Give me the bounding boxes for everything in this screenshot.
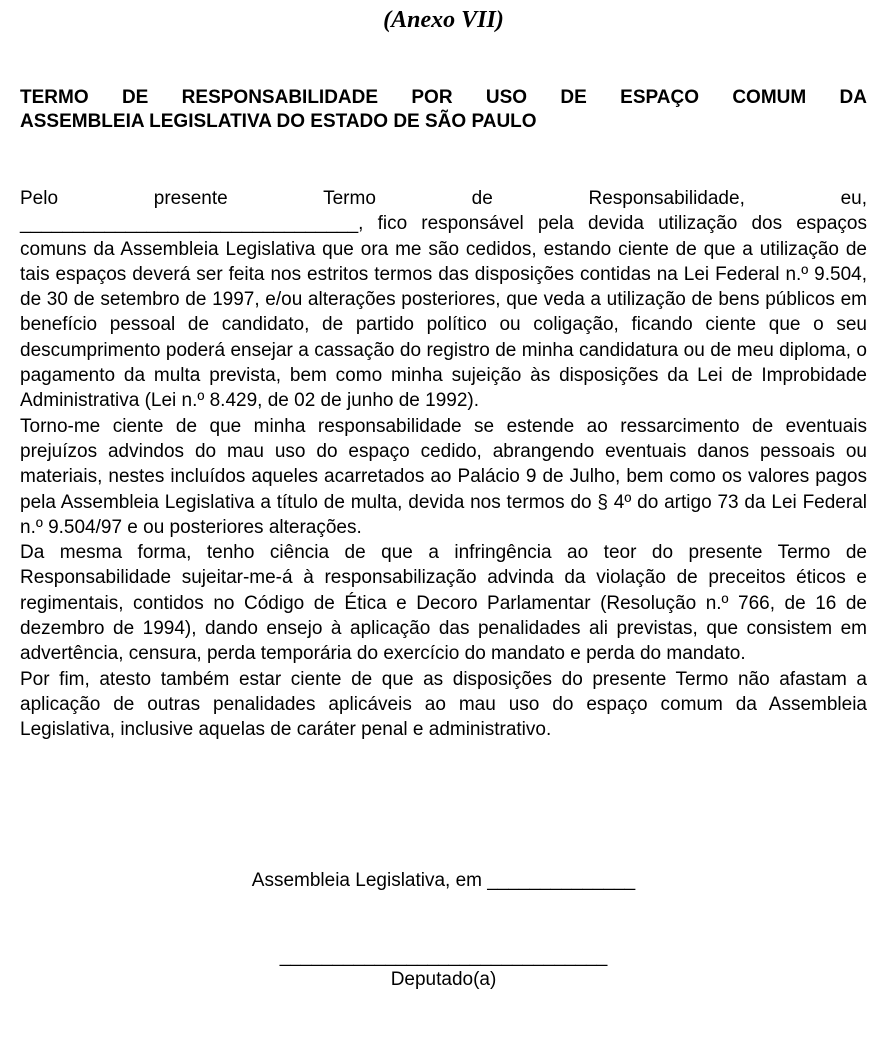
- date-blank-field: ______________: [487, 870, 636, 891]
- paragraph-4: Por fim, atesto também estar ciente de que as disposições do presente Termo não afastam a aplicação de outras penalidades aplicáveis ao mau uso do espaço comum da Assembleia Legislativa, inclusive aquelas de caráter penal e administrativo.: [20, 668, 867, 741]
- signature-line: _______________________________: [279, 946, 608, 967]
- paragraph-1-text: , fico responsável pela devida utilização dos espaços comuns da Assembleia Legislativa que ora me são cedidos, estando ciente de que a utilização de tais espaços deverá ser feita nos estritos termos das disposições contidas na Lei Federal n.º 9.504, de 30 de setembro de 1997, e/ou alterações posteriores, que veda a utilização de bens públicos em benefício pessoal de candidato, de partido político ou coligação, ficando ciente que o seu descumprimento poderá ensejar a cassação do registro de minha candidatura ou de meu diploma, o pagamento da multa prevista, bem como minha sujeição às disposições da Lei de Improbidade Administrativa (Lei n.º 8.429, de 02 de junho de 1992).: [20, 213, 867, 412]
- paragraph-2: Torno-me ciente de que minha responsabilidade se estende ao ressarcimento de eventuais prejuízos advindos do mau uso do espaço cedido, abrangendo eventuais danos pessoais ou materiais, nestes incluídos aqueles acarretados ao Palácio 9 de Julho, bem como os valores pagos pela Assembleia Legislativa a título de multa, devida nos termos do § 4º do artigo 73 da Lei Federal n.º 9.504/97 e ou posteriores alterações.: [20, 415, 867, 538]
- paragraph-1-intro: Pelo presente Termo de Responsabilidade, eu,: [20, 188, 867, 209]
- place-date-line: [20, 868, 867, 893]
- name-blank-field: ________________________________: [20, 213, 359, 235]
- document-body: [20, 186, 867, 743]
- paragraph-1: [20, 186, 867, 414]
- place-date-label: Assembleia Legislativa, em: [251, 870, 482, 891]
- heading-line-2: ASSEMBLEIA LEGISLATIVA DO ESTADO DE SÃO PAULO: [20, 111, 537, 132]
- signature-label: Deputado(a): [390, 969, 497, 990]
- annex-title: (Anexo VII): [383, 7, 504, 33]
- paragraph-3: Da mesma forma, tenho ciência de que a infringência ao teor do presente Termo de Responsabilidade sujeitar-me-á à responsabilização advinda da violação de preceitos éticos e regimentais, contidos no Código de Ética e Decoro Parlamentar (Resolução n.º 766, de 16 de dezembro de 1994), dando ensejo à aplicação das penalidades ali previstas, que consistem em advertência, censura, perda temporária do exercício do mandato e perda do mandato.: [20, 542, 867, 665]
- document-heading: [20, 86, 867, 134]
- heading-line-1: TERMO DE RESPONSABILIDADE POR USO DE ESPAÇO COMUM DA: [20, 87, 867, 108]
